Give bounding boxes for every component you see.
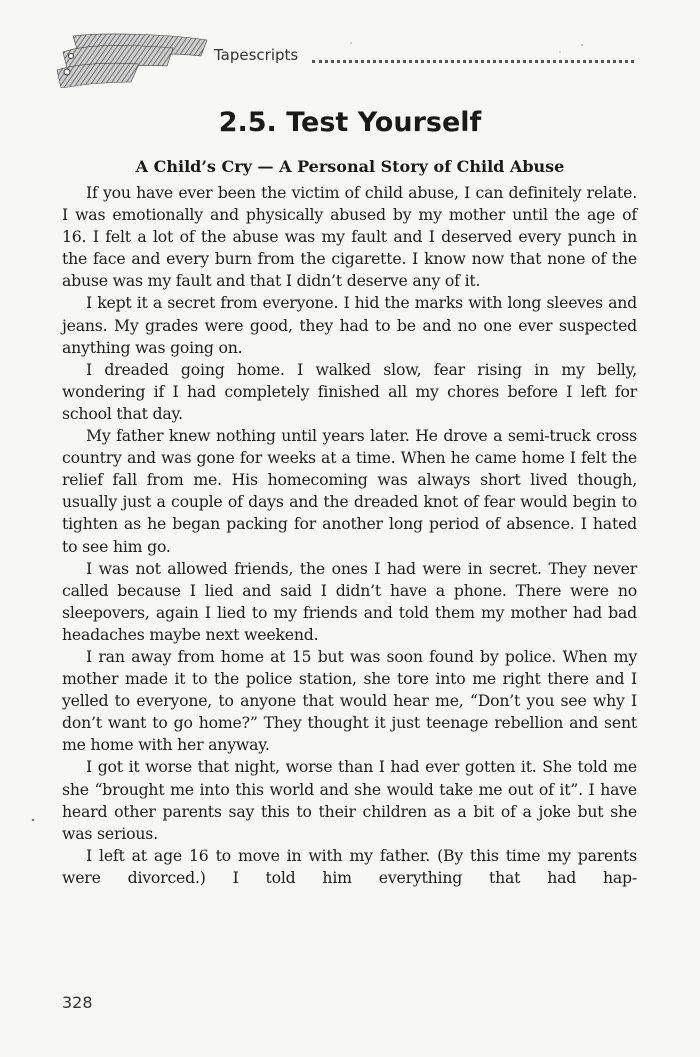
paragraph: I got it worse that night, worse than I had ever gotten it. She told me she “brought me into this world and she would take me out of it”. I have heard other parents say this to their children as a bit of a joke but she was serious. [62, 757, 637, 843]
paragraph: I kept it a secret from everyone. I hid the marks with long sleeves and jeans. My grades were good, they had to be and no one ever suspected anything was going on. [62, 293, 637, 357]
section-label: Tapescripts [214, 46, 299, 64]
paragraph: I was not allowed friends, the ones I had were in secret. They never called because I lied and said I didn’t have a phone. There were no sleepovers, again I lied to my friends and told them my mother had bad headaches maybe next weekend. [62, 558, 637, 644]
paragraph: I dreaded going home. I walked slow, fear rising in my belly, wondering if I had completely finished all my chores before I left for school that day. [62, 359, 637, 423]
paragraph: I ran away from home at 15 but was soon found by police. When my mother made it to the police station, she tore into me right there and I yelled to everyone, to anyone that would hear me, “Don’t you see why I don’t want to go home?” They thought it just teenage rebellion and sent me home with her anyway. [62, 646, 637, 755]
paragraph: My father knew nothing until years later. He drove a semi-truck cross country and was gone for weeks at a time. When he came home I felt the relief fall from me. His homecoming was always short lived though, usually just a couple of days and the dreaded knot of fear would begin to tighten as he began packing for another long period of absence. I hated to see him go. [62, 426, 637, 556]
paragraph: I left at age 16 to move in with my father. (By this time my parents were divorced.) I told him everything that had hap- [62, 845, 637, 887]
section-tab-graphic [55, 30, 210, 88]
article-subtitle: A Child’s Cry — A Personal Story of Child Abuse [135, 157, 565, 176]
page-header [0, 30, 700, 90]
article-body [62, 182, 637, 889]
paragraph: If you have ever been the victim of child abuse, I can definitely relate. I was emotionally and physically abused by my mother until the age of 16. I felt a lot of the abuse was my fault and I deserved every punch in the face and every burn from the cigarette. I know now that none of the abuse was my fault and that I didn’t deserve any of it. [62, 183, 637, 291]
dotted-leader [312, 60, 634, 63]
page-number: 328 [62, 993, 93, 1012]
page-title: 2.5. Test Yourself [218, 107, 482, 138]
